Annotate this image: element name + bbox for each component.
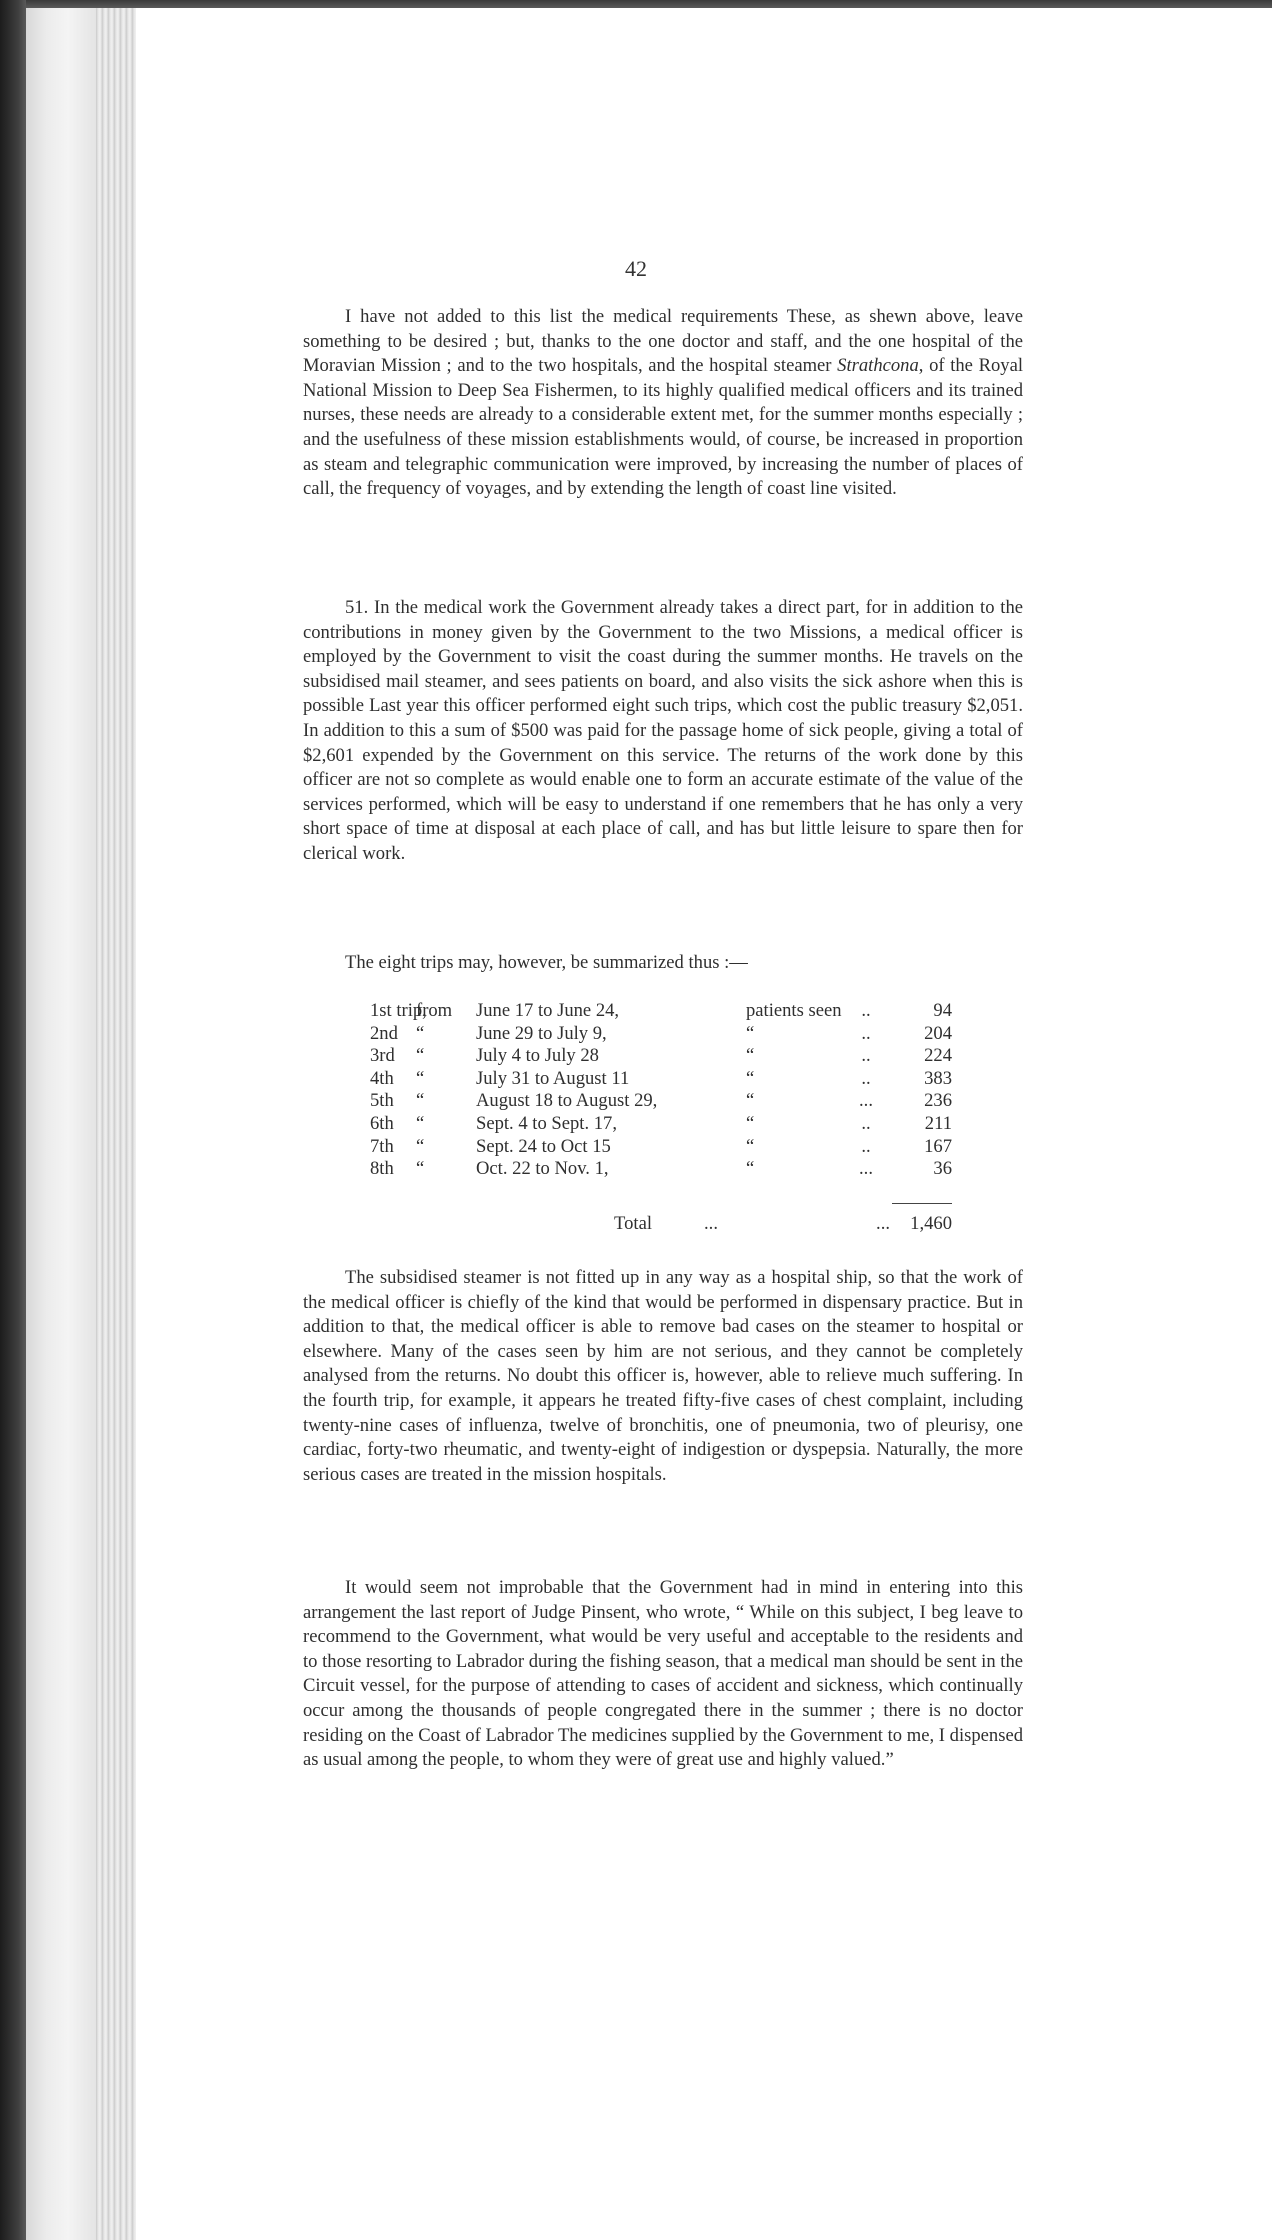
trip-from: “	[416, 1090, 425, 1112]
trip-patients-seen: “	[746, 1112, 755, 1134]
trip-leader-dots: ...	[859, 1158, 873, 1180]
trip-row	[370, 1113, 952, 1136]
trip-ordinal: 2nd	[370, 1022, 398, 1044]
total-leader-dots: ...	[704, 1213, 718, 1234]
page-gutter	[96, 8, 136, 2240]
trip-dates: August 18 to August 29,	[476, 1090, 658, 1112]
trip-ordinal: 3rd	[370, 1045, 395, 1067]
trip-dates: June 17 to June 24,	[476, 1000, 620, 1021]
trip-patient-count: 383	[924, 1067, 952, 1089]
paragraph-51-government-medical-work: 51. In the medical work the Government already takes a direct part, for in addition to the contributions in money given by the Government to the two Missions, a medical officer is employed by the Government to visit the coast during the summer months. He travels on the subsidised mail steamer, and sees patients on board, and also visits the sick ashore when this is possible Last year this officer performed eight such trips, which cost the public treasury $2,051. In addition to this a sum of $500 was paid for the passage home of sick people, giving a total of $2,601 expended by the Government on this service. The returns of the work done by this officer are not so complete as would enable one to form an accurate estimate of the value of the services performed, which will be easy to understand if one remembers that he has only a very short space of time at disposal at each place of call, and has but little leisure to spare then for clerical work.	[303, 597, 1023, 864]
trip-row	[370, 1136, 952, 1159]
trip-from: “	[416, 1112, 425, 1134]
trip-ordinal: 1st trip,	[370, 1000, 427, 1021]
trip-leader-dots: ..	[861, 1135, 871, 1157]
trip-patients-seen: “	[746, 1045, 755, 1067]
trip-from: from	[416, 1000, 453, 1021]
trip-row	[370, 1023, 952, 1046]
trip-row	[370, 1000, 952, 1023]
trip-dates: Sept. 4 to Sept. 17,	[476, 1112, 618, 1134]
trip-patients-seen: “	[746, 1090, 755, 1112]
trip-patient-count: 211	[924, 1112, 952, 1134]
trip-from: “	[416, 1022, 425, 1044]
trip-patient-count: 94	[933, 1000, 952, 1021]
trip-row	[370, 1068, 952, 1091]
trips-table	[370, 1000, 952, 1234]
trip-dates: June 29 to July 9,	[476, 1022, 607, 1044]
total-row	[370, 1212, 952, 1236]
trip-ordinal: 6th	[370, 1112, 394, 1134]
trip-leader-dots: ..	[861, 1000, 871, 1021]
trip-patients-seen: “	[746, 1158, 755, 1180]
trip-dates: Oct. 22 to Nov. 1,	[476, 1158, 609, 1180]
trip-leader-dots: ..	[861, 1045, 871, 1067]
trip-leader-dots: ..	[861, 1112, 871, 1134]
trip-dates: July 4 to July 28	[476, 1045, 599, 1067]
trip-patient-count: 204	[924, 1022, 952, 1044]
trip-patient-count: 167	[924, 1135, 952, 1157]
trip-row	[370, 1090, 952, 1113]
trip-from: “	[416, 1158, 425, 1180]
trip-patients-seen: “	[746, 1067, 755, 1089]
trip-leader-dots: ..	[861, 1022, 871, 1044]
trip-patient-count: 236	[924, 1090, 952, 1112]
total-value: 1,460	[910, 1213, 952, 1234]
binding-page-edge	[26, 8, 96, 2240]
trip-from: “	[416, 1045, 425, 1067]
trip-rows	[370, 1000, 952, 1181]
total-label: Total	[614, 1213, 652, 1234]
trip-patient-count: 224	[924, 1045, 952, 1067]
trip-dates: July 31 to August 11	[476, 1067, 630, 1089]
trip-row	[370, 1045, 952, 1068]
trip-from: “	[416, 1135, 425, 1157]
paragraph-judge-pinsent: It would seem not improbable that the Government had in mind in entering into this arrangement the last report of Judge Pinsent, who wrote, “ While on this subject, I beg leave to recommend to the Government, what would be very useful and acceptable to the residents and to those resorting to Labrador during the fishing season, that a medical man should be sent in the Circuit vessel, for the purpose of attending to cases of accident and sickness, which continually occur among the thousands of people congregated there in the summer ; there is no doctor residing on the Coast of Labrador The medicines supplied by the Government to me, I dispensed as usual among the people, to whom they were of great use and highly valued.”	[303, 1577, 1023, 1771]
book-binding	[0, 0, 26, 2240]
trip-ordinal: 7th	[370, 1135, 394, 1157]
trip-patient-count: 36	[933, 1158, 952, 1180]
trip-leader-dots: ...	[859, 1090, 873, 1112]
trip-patients-seen: “	[746, 1135, 755, 1157]
paragraph-medical-requirements: I have not added to this list the medical requirements These, as shewn above, leave something to be desired ; but, thanks to the one doctor and staff, and the one hospital of the Moravian Mission ; and to the two hospitals, and the hospital steamer Strathcona, of the Royal National Mission to Deep Sea Fishermen, to its highly qualified medical officers and its trained nurses, these needs are already to a considerable extent met, for the summer months especially ; and the usefulness of these mission establishments would, of course, be increased in proportion as steam and telegraphic communication were improved, by increasing the number of places of call, the frequency of voyages, and by extending the length of coast line visited.	[303, 306, 1023, 500]
trip-from: “	[416, 1067, 425, 1089]
paragraph-subsidised-steamer: The subsidised steamer is not fitted up in any way as a hospital ship, so that the work of the medical officer is chiefly of the kind that would be performed in dispensary practice. But in addition to that, the medical officer is able to remove bad cases on the steamer to hospital or elsewhere. Many of the cases seen by him are not serious, and they cannot be completely analysed from the returns. No doubt this officer is, however, able to relieve much suffering. In the fourth trip, for example, it appears he treated fifty-five cases of chest complaint, including twenty-nine cases of influenza, twelve of bronchitis, one of pneumonia, two of pleurisy, one cardiac, forty-two rheumatic, and twenty-eight of indigestion or dyspepsia. Naturally, the more serious cases are treated in the mission hospitals.	[303, 1267, 1023, 1485]
paragraph-trips-intro: The eight trips may, however, be summarized thus :—	[345, 952, 748, 973]
trip-dates: Sept. 24 to Oct 15	[476, 1135, 611, 1157]
page-number: 42	[625, 256, 647, 281]
ship-name-strathcona: Strathcona	[837, 355, 919, 377]
trip-ordinal: 4th	[370, 1067, 394, 1089]
trip-row	[370, 1158, 952, 1181]
total-leader-dots: ...	[876, 1213, 890, 1234]
trip-patients-seen: “	[746, 1022, 755, 1044]
trip-patients-seen: patients seen	[746, 1000, 842, 1021]
trip-ordinal: 5th	[370, 1090, 394, 1112]
trip-leader-dots: ..	[861, 1067, 871, 1089]
trip-ordinal: 8th	[370, 1158, 394, 1180]
total-rule	[892, 1203, 952, 1204]
